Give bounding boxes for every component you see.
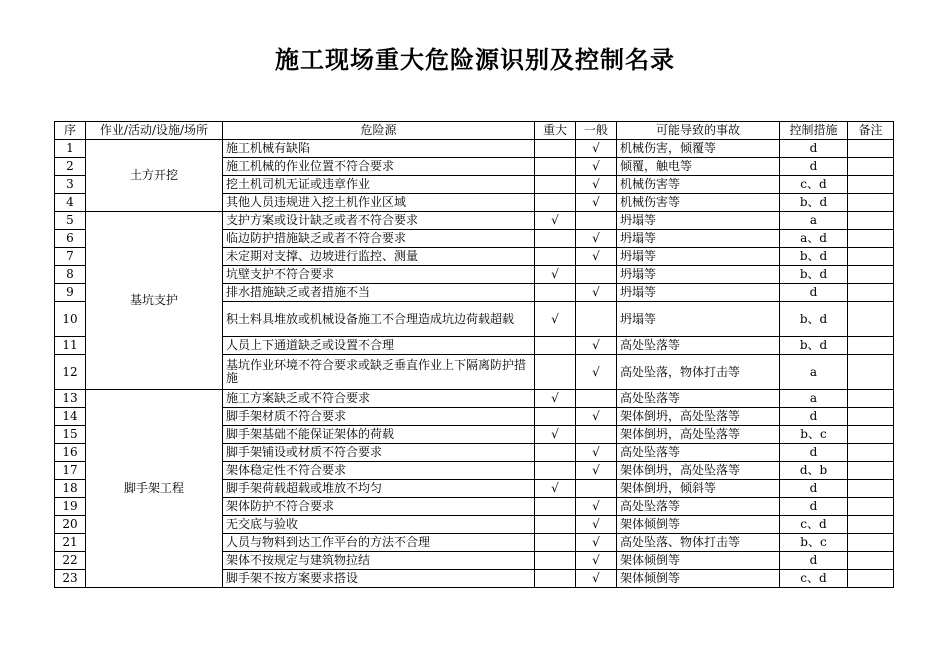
row-number: 17 bbox=[55, 462, 86, 480]
general-mark: √ bbox=[576, 140, 617, 158]
general-mark: √ bbox=[576, 570, 617, 588]
general-mark: √ bbox=[576, 498, 617, 516]
row-number: 15 bbox=[55, 426, 86, 444]
measure-cell: d bbox=[780, 552, 848, 570]
accident-cell: 坍塌等 bbox=[617, 284, 780, 302]
major-mark bbox=[535, 462, 576, 480]
accident-cell: 高处坠落等 bbox=[617, 337, 780, 355]
remark-cell bbox=[848, 355, 894, 390]
remark-cell bbox=[848, 516, 894, 534]
accident-cell: 架体倾倒等 bbox=[617, 552, 780, 570]
measure-cell: c、d bbox=[780, 516, 848, 534]
hazard-cell: 脚手架不按方案要求搭设 bbox=[223, 570, 535, 588]
major-mark bbox=[535, 570, 576, 588]
header-no: 序 bbox=[55, 122, 86, 140]
remark-cell bbox=[848, 212, 894, 230]
remark-cell bbox=[848, 302, 894, 337]
remark-cell bbox=[848, 552, 894, 570]
general-mark bbox=[576, 302, 617, 337]
header-accident: 可能导致的事故 bbox=[617, 122, 780, 140]
row-number: 21 bbox=[55, 534, 86, 552]
row-number: 20 bbox=[55, 516, 86, 534]
accident-cell: 架体倾倒等 bbox=[617, 516, 780, 534]
measure-cell: d bbox=[780, 444, 848, 462]
hazard-cell: 施工方案缺乏或不符合要求 bbox=[223, 390, 535, 408]
accident-cell: 机械伤害，倾覆等 bbox=[617, 140, 780, 158]
measure-cell: a bbox=[780, 390, 848, 408]
general-mark bbox=[576, 212, 617, 230]
header-row bbox=[55, 122, 894, 140]
general-mark: √ bbox=[576, 444, 617, 462]
general-mark: √ bbox=[576, 534, 617, 552]
major-mark bbox=[535, 534, 576, 552]
hazard-cell: 挖土机司机无证或违章作业 bbox=[223, 176, 535, 194]
header-remark: 备注 bbox=[848, 122, 894, 140]
row-number: 13 bbox=[55, 390, 86, 408]
accident-cell: 高处坠落等 bbox=[617, 498, 780, 516]
major-mark bbox=[535, 158, 576, 176]
measure-cell: d bbox=[780, 498, 848, 516]
accident-cell: 架体倒坍，高处坠落等 bbox=[617, 426, 780, 444]
general-mark: √ bbox=[576, 552, 617, 570]
hazard-cell: 未定期对支撑、边坡进行监控、测量 bbox=[223, 248, 535, 266]
accident-cell: 高处坠落等 bbox=[617, 444, 780, 462]
general-mark bbox=[576, 480, 617, 498]
remark-cell bbox=[848, 194, 894, 212]
remark-cell bbox=[848, 176, 894, 194]
major-mark bbox=[535, 552, 576, 570]
row-number: 12 bbox=[55, 355, 86, 390]
row-number: 10 bbox=[55, 302, 86, 337]
row-number: 9 bbox=[55, 284, 86, 302]
remark-cell bbox=[848, 408, 894, 426]
remark-cell bbox=[848, 462, 894, 480]
measure-cell: b、d bbox=[780, 337, 848, 355]
general-mark: √ bbox=[576, 176, 617, 194]
remark-cell bbox=[848, 534, 894, 552]
row-number: 4 bbox=[55, 194, 86, 212]
general-mark: √ bbox=[576, 516, 617, 534]
row-number: 2 bbox=[55, 158, 86, 176]
measure-cell: b、d bbox=[780, 266, 848, 284]
general-mark: √ bbox=[576, 408, 617, 426]
remark-cell bbox=[848, 390, 894, 408]
header-hazard: 危险源 bbox=[223, 122, 535, 140]
measure-cell: b、d bbox=[780, 194, 848, 212]
general-mark: √ bbox=[576, 230, 617, 248]
major-mark bbox=[535, 408, 576, 426]
hazard-cell: 人员与物料到达工作平台的方法不合理 bbox=[223, 534, 535, 552]
page-title: 施工现场重大危险源识别及控制名录 bbox=[275, 45, 675, 74]
table-row bbox=[55, 140, 894, 158]
hazard-cell: 基坑作业环境不符合要求或缺乏垂直作业上下隔离防护措施 bbox=[223, 355, 535, 390]
major-mark bbox=[535, 140, 576, 158]
remark-cell bbox=[848, 266, 894, 284]
hazard-cell: 脚手架荷载超载或堆放不均匀 bbox=[223, 480, 535, 498]
accident-cell: 高处坠落，物体打击等 bbox=[617, 355, 780, 390]
hazard-cell: 架体防护不符合要求 bbox=[223, 498, 535, 516]
measure-cell: b、d bbox=[780, 302, 848, 337]
accident-cell: 坍塌等 bbox=[617, 302, 780, 337]
measure-cell: b、d bbox=[780, 248, 848, 266]
general-mark: √ bbox=[576, 355, 617, 390]
hazard-cell: 架体不按规定与建筑物拉结 bbox=[223, 552, 535, 570]
major-mark bbox=[535, 516, 576, 534]
accident-cell: 架体倒坍，高处坠落等 bbox=[617, 408, 780, 426]
row-number: 19 bbox=[55, 498, 86, 516]
hazard-cell: 积土料具堆放或机械设备施工不合理造成坑边荷载超载 bbox=[223, 302, 535, 337]
hazard-cell: 坑壁支护不符合要求 bbox=[223, 266, 535, 284]
hazard-cell: 排水措施缺乏或者措施不当 bbox=[223, 284, 535, 302]
measure-cell: b、c bbox=[780, 534, 848, 552]
measure-cell: c、d bbox=[780, 570, 848, 588]
general-mark bbox=[576, 426, 617, 444]
remark-cell bbox=[848, 337, 894, 355]
row-number: 18 bbox=[55, 480, 86, 498]
major-mark bbox=[535, 284, 576, 302]
major-mark bbox=[535, 355, 576, 390]
measure-cell: d bbox=[780, 480, 848, 498]
table-row bbox=[55, 212, 894, 230]
hazard-cell: 脚手架铺设或材质不符合要求 bbox=[223, 444, 535, 462]
header-activity: 作业/活动/设施/场所 bbox=[86, 122, 223, 140]
accident-cell: 坍塌等 bbox=[617, 212, 780, 230]
major-mark bbox=[535, 176, 576, 194]
activity-cell: 土方开挖 bbox=[86, 140, 223, 212]
table-row bbox=[55, 390, 894, 408]
accident-cell: 倾覆，触电等 bbox=[617, 158, 780, 176]
hazard-cell: 脚手架材质不符合要求 bbox=[223, 408, 535, 426]
row-number: 14 bbox=[55, 408, 86, 426]
accident-cell: 架体倾倒等 bbox=[617, 570, 780, 588]
accident-cell: 机械伤害等 bbox=[617, 176, 780, 194]
header-general: 一般 bbox=[576, 122, 617, 140]
remark-cell bbox=[848, 444, 894, 462]
row-number: 22 bbox=[55, 552, 86, 570]
table-body bbox=[55, 140, 894, 588]
remark-cell bbox=[848, 426, 894, 444]
major-mark bbox=[535, 248, 576, 266]
measure-cell: d bbox=[780, 140, 848, 158]
row-number: 5 bbox=[55, 212, 86, 230]
header-major: 重大 bbox=[535, 122, 576, 140]
major-mark bbox=[535, 194, 576, 212]
row-number: 3 bbox=[55, 176, 86, 194]
general-mark: √ bbox=[576, 194, 617, 212]
remark-cell bbox=[848, 248, 894, 266]
major-mark bbox=[535, 337, 576, 355]
hazard-cell: 临边防护措施缺乏或者不符合要求 bbox=[223, 230, 535, 248]
general-mark: √ bbox=[576, 462, 617, 480]
hazard-cell: 施工机械有缺陷 bbox=[223, 140, 535, 158]
general-mark bbox=[576, 266, 617, 284]
hazard-cell: 施工机械的作业位置不符合要求 bbox=[223, 158, 535, 176]
hazard-cell: 架体稳定性不符合要求 bbox=[223, 462, 535, 480]
row-number: 8 bbox=[55, 266, 86, 284]
general-mark bbox=[576, 390, 617, 408]
major-mark bbox=[535, 230, 576, 248]
row-number: 7 bbox=[55, 248, 86, 266]
accident-cell: 架体倒坍，高处坠落等 bbox=[617, 462, 780, 480]
major-mark: √ bbox=[535, 426, 576, 444]
accident-cell: 架体倒坍，倾斜等 bbox=[617, 480, 780, 498]
measure-cell: b、c bbox=[780, 426, 848, 444]
accident-cell: 高处坠落、物体打击等 bbox=[617, 534, 780, 552]
measure-cell: d bbox=[780, 408, 848, 426]
measure-cell: d bbox=[780, 284, 848, 302]
hazard-register-table bbox=[54, 121, 894, 588]
header-measure: 控制措施 bbox=[780, 122, 848, 140]
row-number: 11 bbox=[55, 337, 86, 355]
accident-cell: 高处坠落等 bbox=[617, 390, 780, 408]
remark-cell bbox=[848, 284, 894, 302]
general-mark: √ bbox=[576, 158, 617, 176]
remark-cell bbox=[848, 140, 894, 158]
measure-cell: d、b bbox=[780, 462, 848, 480]
accident-cell: 坍塌等 bbox=[617, 230, 780, 248]
row-number: 1 bbox=[55, 140, 86, 158]
hazard-cell: 人员上下通道缺乏或设置不合理 bbox=[223, 337, 535, 355]
row-number: 6 bbox=[55, 230, 86, 248]
general-mark: √ bbox=[576, 337, 617, 355]
row-number: 16 bbox=[55, 444, 86, 462]
major-mark: √ bbox=[535, 302, 576, 337]
accident-cell: 坍塌等 bbox=[617, 248, 780, 266]
hazard-cell: 其他人员违规进入挖土机作业区域 bbox=[223, 194, 535, 212]
activity-cell: 脚手架工程 bbox=[86, 390, 223, 588]
remark-cell bbox=[848, 230, 894, 248]
measure-cell: c、d bbox=[780, 176, 848, 194]
hazard-cell: 无交底与验收 bbox=[223, 516, 535, 534]
major-mark bbox=[535, 444, 576, 462]
remark-cell bbox=[848, 498, 894, 516]
remark-cell bbox=[848, 158, 894, 176]
major-mark: √ bbox=[535, 390, 576, 408]
major-mark: √ bbox=[535, 266, 576, 284]
measure-cell: a、d bbox=[780, 230, 848, 248]
row-number: 23 bbox=[55, 570, 86, 588]
measure-cell: a bbox=[780, 355, 848, 390]
major-mark: √ bbox=[535, 212, 576, 230]
major-mark bbox=[535, 498, 576, 516]
hazard-cell: 支护方案或设计缺乏或者不符合要求 bbox=[223, 212, 535, 230]
activity-cell: 基坑支护 bbox=[86, 212, 223, 390]
accident-cell: 坍塌等 bbox=[617, 266, 780, 284]
major-mark: √ bbox=[535, 480, 576, 498]
hazard-cell: 脚手架基础不能保证架体的荷载 bbox=[223, 426, 535, 444]
general-mark: √ bbox=[576, 284, 617, 302]
general-mark: √ bbox=[576, 248, 617, 266]
remark-cell bbox=[848, 480, 894, 498]
accident-cell: 机械伤害等 bbox=[617, 194, 780, 212]
remark-cell bbox=[848, 570, 894, 588]
measure-cell: d bbox=[780, 158, 848, 176]
measure-cell: a bbox=[780, 212, 848, 230]
